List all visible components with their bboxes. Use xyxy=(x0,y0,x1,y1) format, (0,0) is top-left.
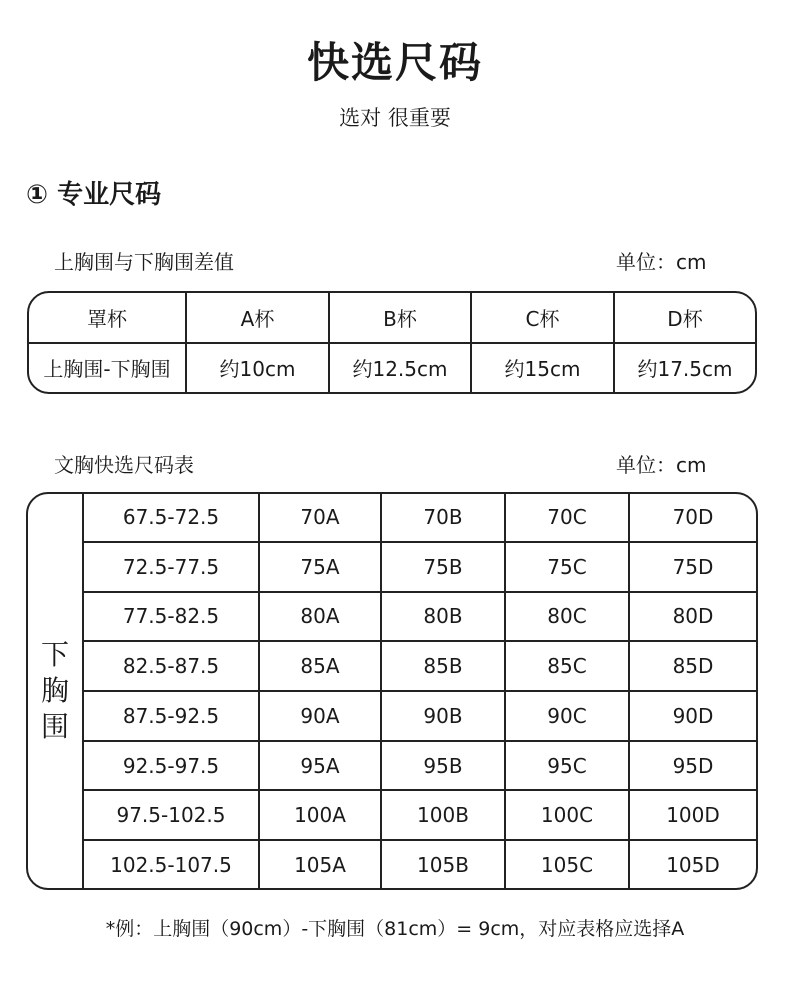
underbust-range-cell: 102.5-107.5 xyxy=(83,840,259,888)
size-cell: 95C xyxy=(505,741,629,791)
side-label-char: 围 xyxy=(40,710,69,743)
difference-table-unit: 单位：cm xyxy=(616,250,707,274)
section-title: ① 专业尺码 xyxy=(26,180,162,210)
size-cell: 90C xyxy=(505,691,629,741)
size-table xyxy=(26,492,758,890)
underbust-range-cell: 77.5-82.5 xyxy=(83,592,259,642)
size-cell: 75B xyxy=(381,542,505,592)
size-table-row xyxy=(28,741,756,791)
size-table-row xyxy=(28,641,756,691)
size-cell: 95D xyxy=(629,741,756,791)
size-cell: 90D xyxy=(629,691,756,741)
difference-table-caption: 上胸围与下胸围差值 xyxy=(54,250,234,274)
size-cell: 85A xyxy=(259,641,381,691)
header-cell-a: A杯 xyxy=(186,293,329,343)
size-cell: 75A xyxy=(259,542,381,592)
difference-table-row xyxy=(29,343,755,393)
size-cell: 75C xyxy=(505,542,629,592)
size-cell: 100D xyxy=(629,790,756,840)
header-cell-b: B杯 xyxy=(329,293,471,343)
page-title: 快选尺码 xyxy=(306,38,483,87)
size-cell: 105B xyxy=(381,840,505,888)
underbust-side-label xyxy=(28,494,83,888)
size-cell: 85D xyxy=(629,641,756,691)
size-table-unit: 单位：cm xyxy=(616,453,707,477)
size-table-row xyxy=(28,790,756,840)
size-table-row xyxy=(28,592,756,642)
page-subtitle: 选对 很重要 xyxy=(339,106,451,130)
size-table-row xyxy=(28,494,756,542)
size-cell: 70B xyxy=(381,494,505,542)
size-cell: 70C xyxy=(505,494,629,542)
size-cell: 90A xyxy=(259,691,381,741)
size-cell: 90B xyxy=(381,691,505,741)
size-cell: 105D xyxy=(666,852,720,877)
size-cell: 85B xyxy=(381,641,505,691)
underbust-range-cell: 67.5-72.5 xyxy=(83,494,259,542)
size-cell: 75D xyxy=(629,542,756,592)
size-table-caption: 文胸快选尺码表 xyxy=(54,453,194,477)
size-cell: 80D xyxy=(629,592,756,642)
size-cell: 105A xyxy=(259,840,381,888)
size-cell: 105C xyxy=(505,840,629,888)
underbust-range-cell: 72.5-77.5 xyxy=(83,542,259,592)
difference-cell-c: 约15cm xyxy=(471,343,614,393)
size-cell: 70D xyxy=(629,494,756,542)
size-cell: 80C xyxy=(505,592,629,642)
size-cell: 95B xyxy=(381,741,505,791)
difference-cell-a: 约10cm xyxy=(186,343,329,393)
difference-cell-d: 约17.5cm xyxy=(637,357,733,382)
header-cell-c: C杯 xyxy=(471,293,614,343)
size-table-row xyxy=(28,840,756,888)
underbust-range-cell: 82.5-87.5 xyxy=(83,641,259,691)
size-cell: 85C xyxy=(505,641,629,691)
row-label-cell: 上胸围-下胸围 xyxy=(29,343,186,393)
size-cell: 80A xyxy=(259,592,381,642)
size-table-row xyxy=(28,542,756,592)
size-cell: 80B xyxy=(381,592,505,642)
size-cell: 100A xyxy=(259,790,381,840)
header-cell-d: D杯 xyxy=(614,293,755,343)
size-cell: 70A xyxy=(259,494,381,542)
underbust-range-cell: 87.5-92.5 xyxy=(83,691,259,741)
size-table-row xyxy=(28,691,756,741)
side-label-char: 下 xyxy=(40,638,69,671)
header-cell-cup: 罩杯 xyxy=(29,293,186,343)
size-cell: 100C xyxy=(505,790,629,840)
underbust-range-cell: 97.5-102.5 xyxy=(83,790,259,840)
example-note: *例：上胸围（90cm）-下胸围（81cm）= 9cm，对应表格应选择A xyxy=(105,918,685,940)
difference-table-header-row xyxy=(29,293,755,343)
underbust-range-cell: 92.5-97.5 xyxy=(83,741,259,791)
side-label-char: 胸 xyxy=(40,674,69,707)
size-cell: 95A xyxy=(259,741,381,791)
difference-table xyxy=(27,291,757,394)
difference-cell-b: 约12.5cm xyxy=(329,343,471,393)
size-cell: 100B xyxy=(381,790,505,840)
